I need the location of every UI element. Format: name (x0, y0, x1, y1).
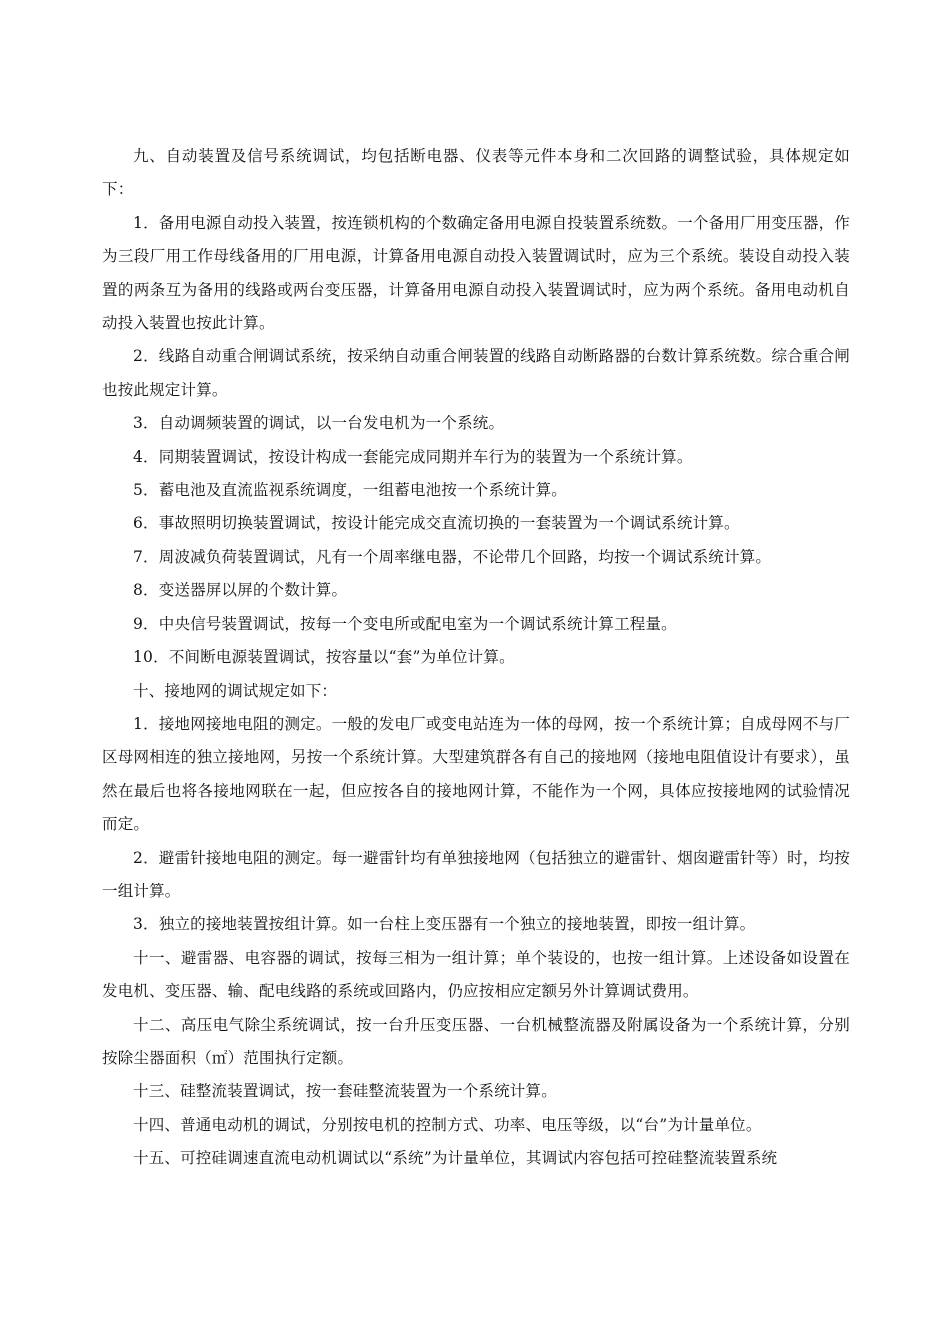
paragraph: 九、自动装置及信号系统调试，均包括断电器、仪表等元件本身和二次回路的调整试验，具体规定如下： (102, 147, 850, 199)
paragraph: 十五、可控硅调速直流电动机调试以“系统”为计量单位，其调试内容包括可控硅整流装置系统 (133, 1149, 778, 1168)
paragraph: 1．接地网接地电阻的测定。一般的发电厂或变电站连为一体的母网，按一个系统计算；自成母网不与厂区母网相连的独立接地网，另按一个系统计算。大型建筑群各有自己的接地网（接地电阻值设计有要求），虽然在最后也将各接地网联在一起，但应按各自的接地网计算，不能作为一个网，具体应按接地网的试验情况而定。 (102, 714, 850, 834)
paragraph: 十四、普通电动机的调试，分别按电机的控制方式、功率、电压等级，以“台”为计量单位。 (133, 1115, 762, 1134)
paragraph: 3．独立的接地装置按组计算。如一台柱上变压器有一个独立的接地装置，即按一组计算。 (133, 915, 756, 934)
document-page (102, 140, 850, 1176)
paragraph: 7．周波减负荷装置调试，凡有一个周率继电器，不论带几个回路，均按一个调试系统计算。 (133, 547, 772, 566)
paragraph: 十、接地网的调试规定如下： (133, 681, 338, 700)
paragraph: 10．不间断电源装置调试，按容量以“套”为单位计算。 (133, 648, 515, 667)
paragraph: 5．蓄电池及直流监视系统调度，一组蓄电池按一个系统计算。 (133, 481, 567, 500)
paragraph: 1．备用电源自动投入装置，按连锁机构的个数确定备用电源自投装置系统数。一个备用厂用变压器，作为三段厂用工作母线备用的厂用电源，计算备用电源自动投入装置调试时，应为三个系统。装设自动投入装置的两条互为备用的线路或两台变压器，计算备用电源自动投入装置调试时，应为两个系统。备用电动机自动投入装置也按此计算。 (102, 213, 850, 333)
paragraph: 6．事故照明切换装置调试，按设计能完成交直流切换的一套装置为一个调试系统计算。 (133, 514, 740, 533)
paragraph: 2．线路自动重合闸调试系统，按采纳自动重合闸装置的线路自动断路器的台数计算系统数。综合重合闸也按此规定计算。 (102, 347, 850, 399)
paragraph: 2．避雷针接地电阻的测定。每一避雷针均有单独接地网（包括独立的避雷针、烟囱避雷针等）时，均按一组计算。 (102, 848, 850, 900)
paragraph: 3．自动调频装置的调试，以一台发电机为一个系统。 (133, 414, 505, 433)
paragraph: 4．同期装置调试，按设计构成一套能完成同期并车行为的装置为一个系统计算。 (133, 447, 693, 466)
paragraph: 9．中央信号装置调试，按每一个变电所或配电室为一个调试系统计算工程量。 (133, 614, 677, 633)
paragraph: 十三、硅整流装置调试，按一套硅整流装置为一个系统计算。 (133, 1082, 557, 1101)
paragraph: 十二、高压电气除尘系统调试，按一台升压变压器、一台机械整流器及附属设备为一个系统计算，分别按除尘器面积（㎡）范围执行定额。 (102, 1015, 850, 1067)
paragraph: 十一、避雷器、电容器的调试，按每三相为一组计算；单个装设的，也按一组计算。上述设备如设置在发电机、变压器、输、配电线路的系统或回路内，仍应按相应定额另外计算调试费用。 (102, 948, 850, 1001)
paragraph: 8．变送器屏以屏的个数计算。 (133, 581, 348, 600)
